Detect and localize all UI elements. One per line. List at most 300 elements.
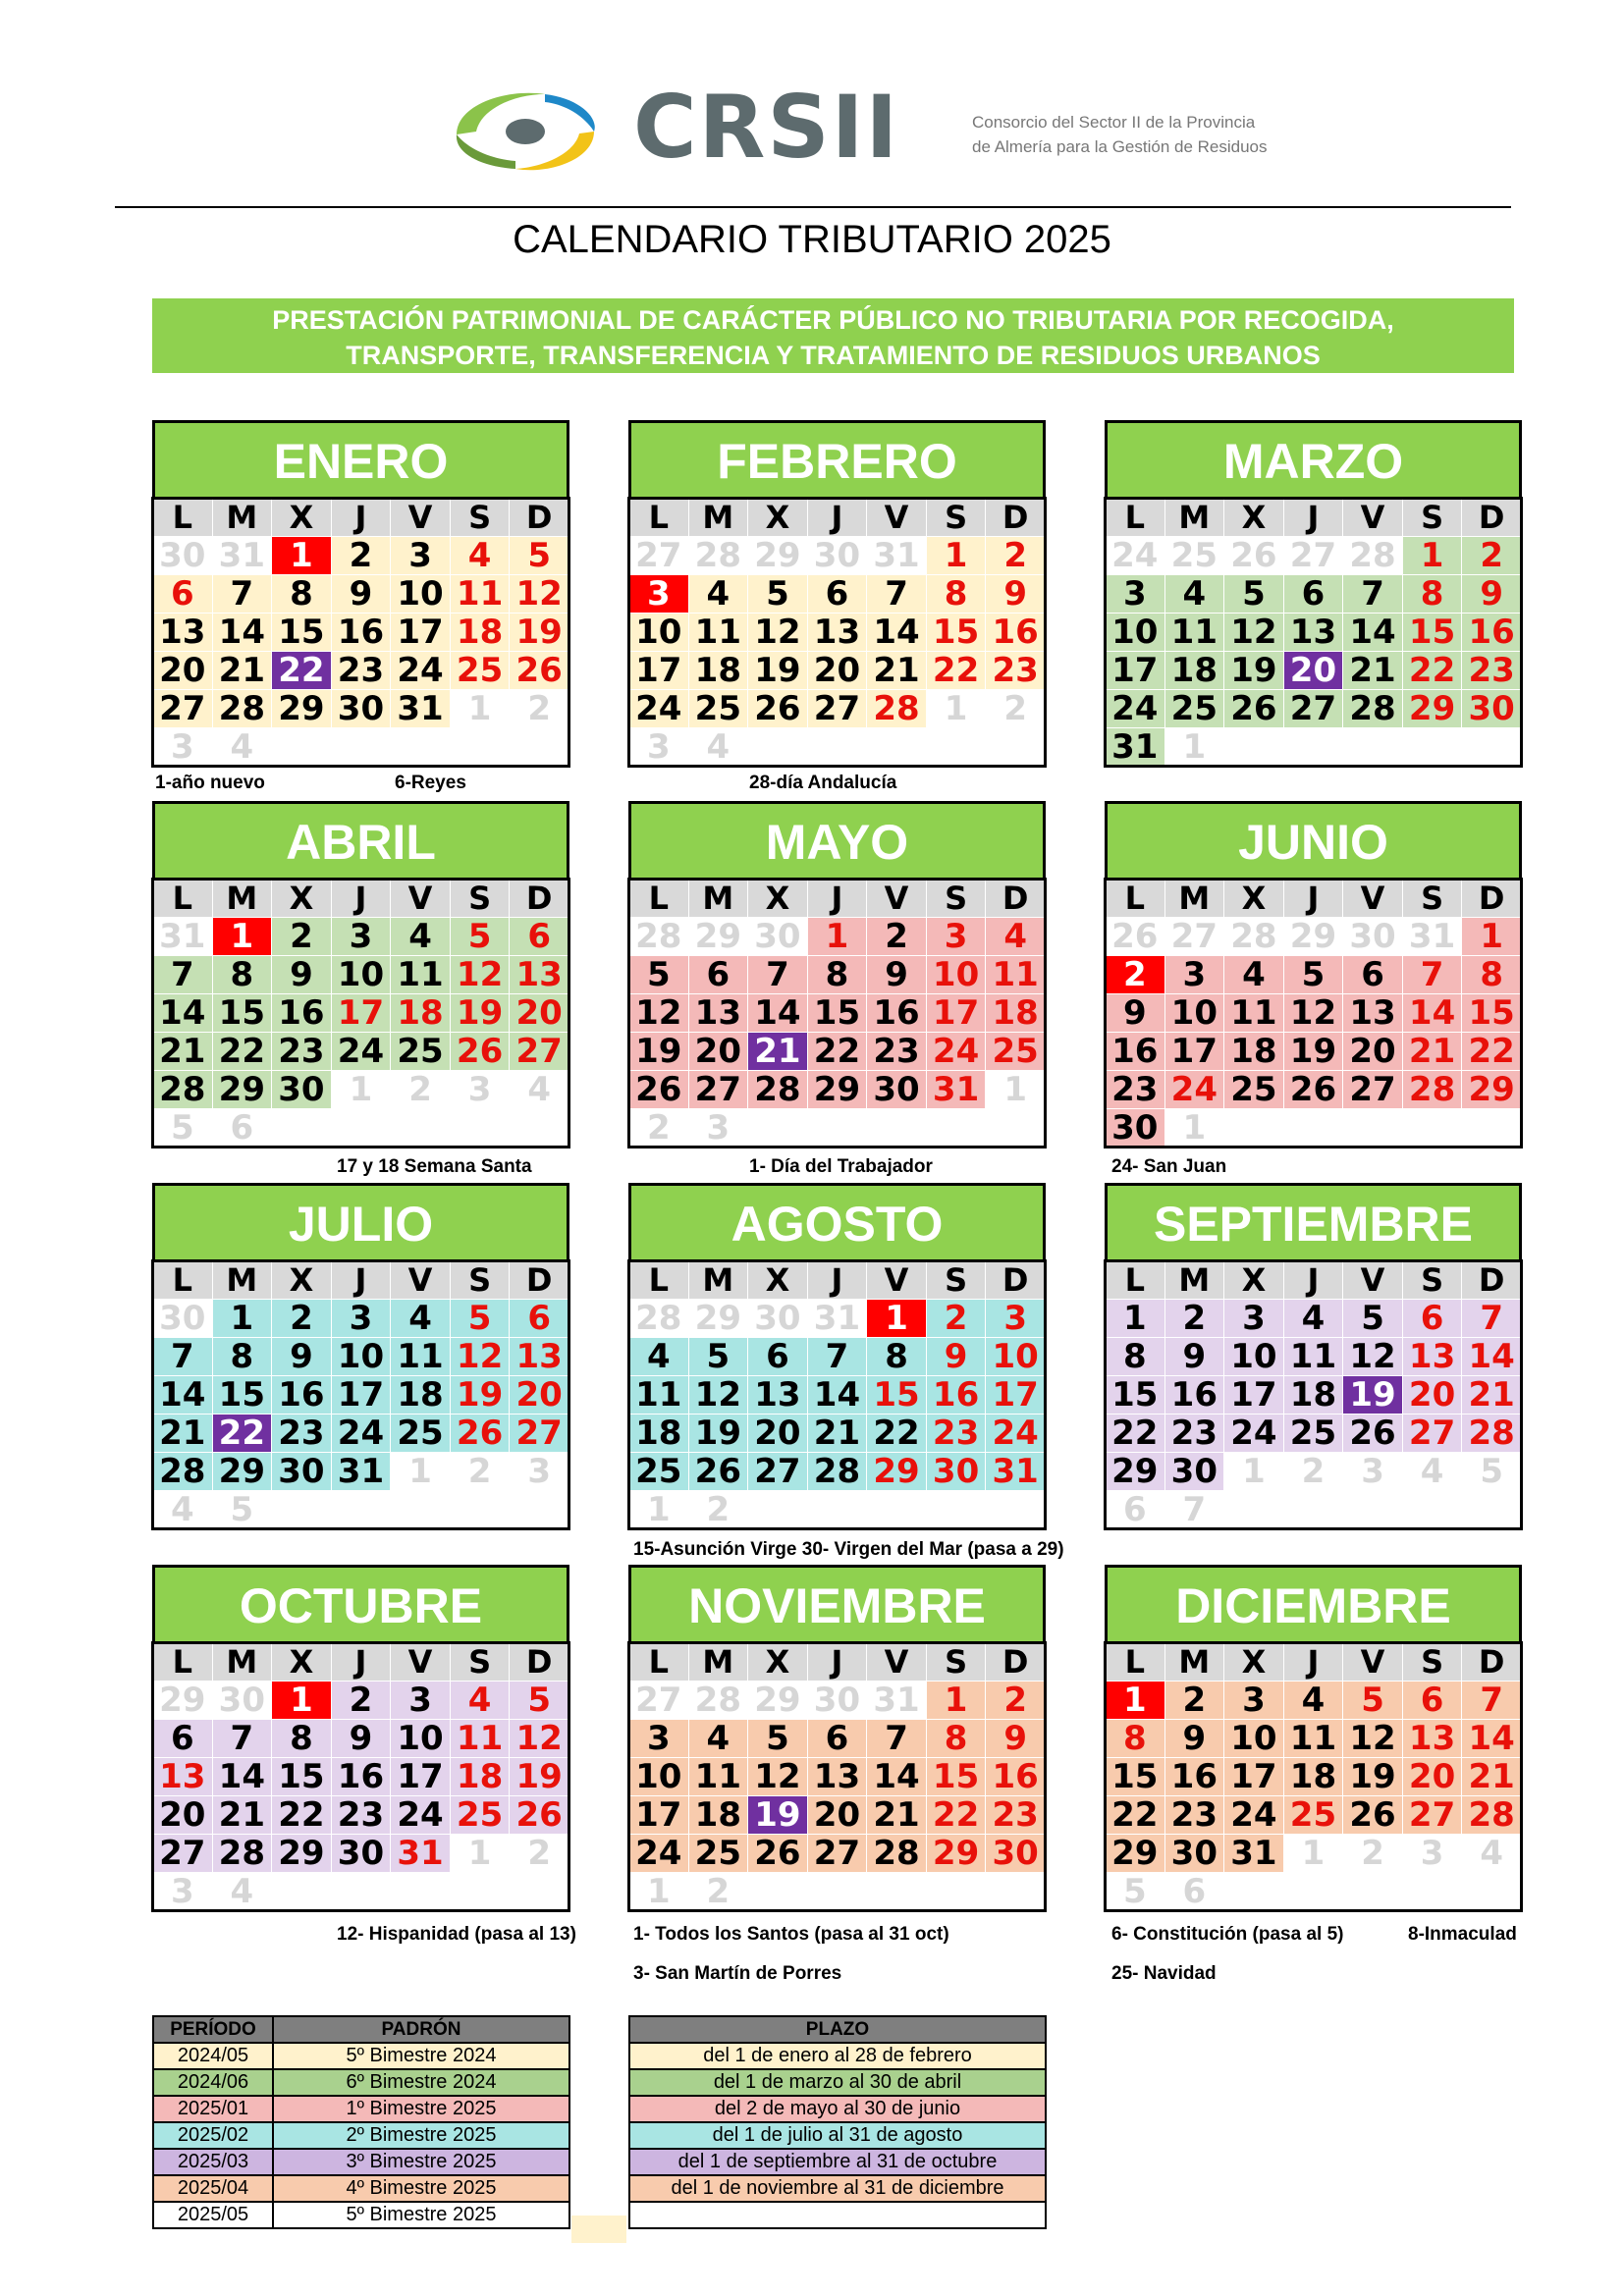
day-cell-outside <box>1402 1491 1462 1529</box>
weekday-header: D <box>510 1643 569 1682</box>
day-cell: 12 <box>510 575 569 614</box>
day-cell: 8 <box>867 1338 927 1376</box>
weekday-header: X <box>748 1643 808 1682</box>
day-cell-outside: 30 <box>153 1300 213 1338</box>
day-cell: 19 <box>450 1376 510 1415</box>
day-cell: 16 <box>272 1376 332 1415</box>
day-cell: 7 <box>1402 956 1462 994</box>
month-title: ABRIL <box>152 801 569 879</box>
day-cell: 14 <box>807 1376 867 1415</box>
weekday-header: S <box>926 1643 986 1682</box>
month-title: MAYO <box>628 801 1046 879</box>
periodo-cell: 2025/01 <box>153 2096 273 2122</box>
day-cell: 22 <box>1106 1796 1165 1835</box>
day-cell: 5 <box>510 1682 569 1720</box>
day-cell-outside <box>748 1109 808 1148</box>
plazo-cell: del 1 de septiembre al 31 de octubre <box>629 2149 1046 2175</box>
day-cell-outside: 7 <box>1164 1491 1224 1529</box>
day-cell: 21 <box>867 1796 927 1835</box>
day-cell: 2 <box>331 1682 391 1720</box>
month-table <box>628 498 1046 767</box>
weekday-header: M <box>688 880 748 918</box>
day-cell: 2 <box>1164 1682 1224 1720</box>
month-title: DICIEMBRE <box>1105 1565 1522 1642</box>
weekday-header: X <box>1224 880 1284 918</box>
weekday-header: D <box>986 499 1046 537</box>
weekday-header: L <box>153 499 213 537</box>
day-cell: 23 <box>1462 652 1522 690</box>
weekday-header: D <box>986 1261 1046 1300</box>
holiday-note: 6-Reyes <box>395 773 466 793</box>
day-cell: 21 <box>1402 1033 1462 1071</box>
day-cell: 27 <box>510 1033 569 1071</box>
day-cell: 1 <box>926 1682 986 1720</box>
month-table <box>1105 879 1522 1148</box>
day-cell: 16 <box>986 614 1046 652</box>
day-cell: 12 <box>748 1758 808 1796</box>
month-septiembre <box>1105 1183 1522 1529</box>
day-cell-outside <box>1343 1109 1403 1148</box>
day-cell: 15 <box>1106 1376 1165 1415</box>
day-cell-outside <box>986 1491 1046 1529</box>
day-cell: 13 <box>688 994 748 1033</box>
weekday-header: D <box>1462 880 1522 918</box>
day-cell-outside: 31 <box>867 1682 927 1720</box>
day-cell: 7 <box>212 575 272 614</box>
day-cell: 9 <box>1462 575 1522 614</box>
day-cell: 22 <box>212 1415 272 1453</box>
weekday-header: D <box>1462 1261 1522 1300</box>
day-cell: 14 <box>867 1758 927 1796</box>
weekday-header: J <box>331 1261 391 1300</box>
day-cell: 15 <box>272 1758 332 1796</box>
day-cell: 19 <box>510 614 569 652</box>
day-cell-outside: 1 <box>1164 1109 1224 1148</box>
day-cell: 6 <box>1343 956 1403 994</box>
day-cell-outside <box>1283 1109 1343 1148</box>
day-cell: 4 <box>450 1682 510 1720</box>
day-cell: 13 <box>807 614 867 652</box>
header-divider <box>115 206 1511 208</box>
day-cell-outside <box>748 1873 808 1911</box>
month-febrero <box>628 420 1046 767</box>
day-cell: 29 <box>1462 1071 1522 1109</box>
day-cell: 25 <box>391 1033 451 1071</box>
holiday-note: 8-Inmaculad <box>1408 1924 1517 1945</box>
month-title: NOVIEMBRE <box>628 1565 1046 1642</box>
day-cell: 7 <box>807 1338 867 1376</box>
weekday-header: J <box>807 1261 867 1300</box>
weekday-header: V <box>391 1643 451 1682</box>
weekday-header: X <box>1224 1643 1284 1682</box>
day-cell: 3 <box>1224 1682 1284 1720</box>
day-cell: 2 <box>1462 537 1522 575</box>
day-cell-outside <box>1283 1873 1343 1911</box>
day-cell: 19 <box>748 1796 808 1835</box>
day-cell-outside: 5 <box>1462 1453 1522 1491</box>
month-diciembre <box>1105 1565 1522 1911</box>
day-cell-outside: 1 <box>1224 1453 1284 1491</box>
day-cell: 13 <box>1343 994 1403 1033</box>
month-table <box>152 1260 569 1529</box>
day-cell-outside <box>1224 728 1284 767</box>
day-cell-outside: 31 <box>1402 918 1462 956</box>
month-table <box>152 1642 569 1911</box>
day-cell-outside <box>331 1491 391 1529</box>
day-cell: 26 <box>748 690 808 728</box>
weekday-header: L <box>1106 499 1165 537</box>
table-row <box>629 2069 1046 2096</box>
day-cell-outside: 4 <box>1462 1835 1522 1873</box>
weekday-header: S <box>450 880 510 918</box>
day-cell: 18 <box>629 1415 689 1453</box>
day-cell: 13 <box>748 1376 808 1415</box>
day-cell: 23 <box>272 1033 332 1071</box>
day-cell: 26 <box>450 1033 510 1071</box>
day-cell: 8 <box>926 1720 986 1758</box>
day-cell: 6 <box>807 1720 867 1758</box>
day-cell: 27 <box>510 1415 569 1453</box>
weekday-header: D <box>510 1261 569 1300</box>
weekday-header: L <box>629 1261 689 1300</box>
weekday-header: M <box>1164 499 1224 537</box>
day-cell-outside <box>450 728 510 767</box>
day-cell: 4 <box>688 575 748 614</box>
day-cell: 20 <box>510 1376 569 1415</box>
day-cell: 19 <box>1343 1376 1403 1415</box>
day-cell: 25 <box>1224 1071 1284 1109</box>
day-cell: 7 <box>1462 1682 1522 1720</box>
day-cell-outside <box>1402 728 1462 767</box>
day-cell-outside <box>986 728 1046 767</box>
day-cell-outside: 2 <box>510 1835 569 1873</box>
holiday-note: 28-día Andalucía <box>749 773 897 793</box>
day-cell: 22 <box>926 1796 986 1835</box>
holiday-note: 15-Asunción Virge 30- Virgen del Mar (pasa a 29) <box>633 1539 1064 1560</box>
day-cell: 23 <box>272 1415 332 1453</box>
day-cell-outside <box>986 1109 1046 1148</box>
day-cell: 24 <box>1224 1415 1284 1453</box>
day-cell: 16 <box>272 994 332 1033</box>
month-abril <box>152 801 569 1148</box>
day-cell: 27 <box>1402 1415 1462 1453</box>
day-cell: 15 <box>867 1376 927 1415</box>
weekday-header: V <box>391 880 451 918</box>
day-cell-outside: 2 <box>688 1491 748 1529</box>
table-row <box>629 2149 1046 2175</box>
weekday-header: S <box>1402 1261 1462 1300</box>
day-cell: 25 <box>450 1796 510 1835</box>
day-cell: 15 <box>1106 1758 1165 1796</box>
table-row <box>629 2043 1046 2069</box>
day-cell: 31 <box>331 1453 391 1491</box>
day-cell: 23 <box>331 1796 391 1835</box>
day-cell: 1 <box>272 537 332 575</box>
day-cell: 30 <box>331 1835 391 1873</box>
weekday-header: S <box>926 1261 986 1300</box>
table-row <box>629 2202 1046 2228</box>
day-cell: 11 <box>1283 1720 1343 1758</box>
day-cell-outside: 3 <box>1343 1453 1403 1491</box>
weekday-header: X <box>272 1643 332 1682</box>
weekday-header: M <box>688 499 748 537</box>
day-cell-outside <box>1343 1491 1403 1529</box>
day-cell: 28 <box>212 690 272 728</box>
day-cell: 18 <box>391 994 451 1033</box>
weekday-header: V <box>391 499 451 537</box>
weekday-header: S <box>1402 880 1462 918</box>
day-cell: 7 <box>212 1720 272 1758</box>
day-cell: 11 <box>1164 614 1224 652</box>
padron-cell: 5º Bimestre 2025 <box>273 2202 569 2228</box>
day-cell: 9 <box>1164 1338 1224 1376</box>
day-cell: 21 <box>153 1033 213 1071</box>
day-cell: 7 <box>867 1720 927 1758</box>
day-cell: 26 <box>1283 1071 1343 1109</box>
month-title: MARZO <box>1105 420 1522 498</box>
day-cell: 22 <box>272 1796 332 1835</box>
day-cell: 18 <box>688 652 748 690</box>
month-marzo <box>1105 420 1522 767</box>
day-cell: 28 <box>867 1835 927 1873</box>
day-cell: 8 <box>1402 575 1462 614</box>
day-cell: 14 <box>1402 994 1462 1033</box>
day-cell: 4 <box>688 1720 748 1758</box>
weekday-header: V <box>867 499 927 537</box>
holiday-note: 12- Hispanidad (pasa al 13) <box>337 1924 576 1945</box>
day-cell: 26 <box>450 1415 510 1453</box>
day-cell: 18 <box>986 994 1046 1033</box>
day-cell-outside: 2 <box>391 1071 451 1109</box>
day-cell: 29 <box>1402 690 1462 728</box>
weekday-header: X <box>1224 499 1284 537</box>
day-cell: 22 <box>212 1033 272 1071</box>
day-cell: 5 <box>748 1720 808 1758</box>
day-cell: 23 <box>1164 1796 1224 1835</box>
day-cell: 10 <box>1224 1338 1284 1376</box>
day-cell-outside: 2 <box>510 690 569 728</box>
day-cell-outside <box>807 728 867 767</box>
day-cell: 18 <box>688 1796 748 1835</box>
day-cell: 9 <box>272 1338 332 1376</box>
day-cell-outside: 4 <box>688 728 748 767</box>
day-cell: 29 <box>272 690 332 728</box>
day-cell: 16 <box>926 1376 986 1415</box>
day-cell: 29 <box>272 1835 332 1873</box>
day-cell: 17 <box>926 994 986 1033</box>
day-cell: 1 <box>212 1300 272 1338</box>
day-cell-outside: 3 <box>450 1071 510 1109</box>
day-cell: 4 <box>629 1338 689 1376</box>
day-cell: 19 <box>1343 1758 1403 1796</box>
day-cell: 16 <box>331 614 391 652</box>
day-cell: 1 <box>867 1300 927 1338</box>
day-cell: 12 <box>450 1338 510 1376</box>
day-cell-outside: 1 <box>331 1071 391 1109</box>
day-cell-outside <box>450 1873 510 1911</box>
day-cell: 20 <box>748 1415 808 1453</box>
day-cell: 8 <box>1106 1338 1165 1376</box>
weekday-header: X <box>272 499 332 537</box>
day-cell: 23 <box>867 1033 927 1071</box>
month-title: JUNIO <box>1105 801 1522 879</box>
day-cell: 25 <box>1283 1796 1343 1835</box>
day-cell: 26 <box>1224 690 1284 728</box>
weekday-header: V <box>1343 1261 1403 1300</box>
day-cell: 15 <box>272 614 332 652</box>
month-table <box>1105 1260 1522 1529</box>
day-cell: 10 <box>331 956 391 994</box>
day-cell: 10 <box>629 614 689 652</box>
day-cell: 24 <box>391 652 451 690</box>
day-cell: 6 <box>1402 1300 1462 1338</box>
day-cell-outside: 1 <box>629 1491 689 1529</box>
day-cell-outside: 28 <box>1224 918 1284 956</box>
day-cell: 10 <box>331 1338 391 1376</box>
day-cell: 4 <box>450 537 510 575</box>
day-cell-outside: 2 <box>629 1109 689 1148</box>
day-cell: 12 <box>1224 614 1284 652</box>
month-julio <box>152 1183 569 1529</box>
day-cell: 2 <box>1106 956 1165 994</box>
day-cell-outside <box>926 1109 986 1148</box>
table-row <box>629 2122 1046 2149</box>
weekday-header: D <box>510 880 569 918</box>
day-cell: 26 <box>510 652 569 690</box>
weekday-header: M <box>1164 1261 1224 1300</box>
day-cell: 5 <box>450 1300 510 1338</box>
weekday-header: V <box>1343 499 1403 537</box>
day-cell-outside: 31 <box>807 1300 867 1338</box>
day-cell-outside <box>510 728 569 767</box>
day-cell: 29 <box>867 1453 927 1491</box>
day-cell-outside <box>926 1873 986 1911</box>
day-cell: 23 <box>926 1415 986 1453</box>
day-cell: 1 <box>1106 1682 1165 1720</box>
day-cell: 27 <box>1402 1796 1462 1835</box>
month-title: FEBRERO <box>628 420 1046 498</box>
day-cell-outside <box>331 1873 391 1911</box>
day-cell: 10 <box>926 956 986 994</box>
weekday-header: S <box>926 880 986 918</box>
day-cell-outside: 6 <box>1164 1873 1224 1911</box>
day-cell: 15 <box>1402 614 1462 652</box>
day-cell: 7 <box>867 575 927 614</box>
day-cell: 8 <box>272 1720 332 1758</box>
day-cell-outside: 28 <box>629 1300 689 1338</box>
day-cell: 9 <box>986 575 1046 614</box>
column-header: PADRÓN <box>273 2016 569 2043</box>
weekday-header: M <box>688 1261 748 1300</box>
weekday-header: S <box>450 1643 510 1682</box>
day-cell: 22 <box>272 652 332 690</box>
month-noviembre <box>628 1565 1046 1911</box>
day-cell-outside: 30 <box>153 537 213 575</box>
day-cell: 31 <box>391 1835 451 1873</box>
day-cell-outside <box>1402 1109 1462 1148</box>
day-cell: 1 <box>807 918 867 956</box>
day-cell: 27 <box>748 1453 808 1491</box>
day-cell: 5 <box>748 575 808 614</box>
day-cell-outside: 29 <box>1283 918 1343 956</box>
day-cell: 19 <box>629 1033 689 1071</box>
day-cell: 20 <box>1343 1033 1403 1071</box>
day-cell: 17 <box>1224 1376 1284 1415</box>
table-row <box>153 2096 569 2122</box>
day-cell: 22 <box>926 652 986 690</box>
day-cell-outside: 1 <box>450 1835 510 1873</box>
day-cell: 5 <box>450 918 510 956</box>
day-cell: 12 <box>1343 1338 1403 1376</box>
day-cell: 16 <box>1106 1033 1165 1071</box>
day-cell: 31 <box>1106 728 1165 767</box>
day-cell-outside: 4 <box>153 1491 213 1529</box>
day-cell: 30 <box>1462 690 1522 728</box>
day-cell: 22 <box>867 1415 927 1453</box>
day-cell: 28 <box>748 1071 808 1109</box>
day-cell: 6 <box>688 956 748 994</box>
day-cell: 4 <box>391 918 451 956</box>
day-cell-outside <box>510 1491 569 1529</box>
weekday-header: J <box>807 880 867 918</box>
day-cell: 25 <box>688 1835 748 1873</box>
day-cell-outside: 1 <box>986 1071 1046 1109</box>
padron-cell: 1º Bimestre 2025 <box>273 2096 569 2122</box>
subject-banner <box>152 298 1514 373</box>
weekday-header: J <box>807 499 867 537</box>
day-cell: 11 <box>986 956 1046 994</box>
day-cell: 8 <box>807 956 867 994</box>
day-cell: 2 <box>867 918 927 956</box>
day-cell: 27 <box>688 1071 748 1109</box>
day-cell: 21 <box>212 652 272 690</box>
periods-table <box>152 2015 570 2229</box>
day-cell-outside: 27 <box>1164 918 1224 956</box>
month-title: SEPTIEMBRE <box>1105 1183 1522 1260</box>
weekday-header: L <box>1106 1643 1165 1682</box>
month-title: AGOSTO <box>628 1183 1046 1260</box>
day-cell: 14 <box>1462 1338 1522 1376</box>
weekday-header: L <box>629 1643 689 1682</box>
day-cell: 25 <box>629 1453 689 1491</box>
day-cell: 13 <box>1402 1720 1462 1758</box>
weekday-header: J <box>331 880 391 918</box>
day-cell-outside <box>1283 728 1343 767</box>
day-cell-outside <box>272 1873 332 1911</box>
day-cell: 19 <box>1224 652 1284 690</box>
day-cell: 13 <box>1402 1338 1462 1376</box>
plazo-cell: del 1 de julio al 31 de agosto <box>629 2122 1046 2149</box>
month-octubre <box>152 1565 569 1911</box>
day-cell: 24 <box>1164 1071 1224 1109</box>
day-cell-outside: 29 <box>688 918 748 956</box>
day-cell-outside: 1 <box>1164 728 1224 767</box>
day-cell: 2 <box>986 1682 1046 1720</box>
weekday-header: V <box>391 1261 451 1300</box>
weekday-header: M <box>212 1643 272 1682</box>
logo-mark-icon <box>447 80 604 179</box>
column-header: PLAZO <box>629 2016 1046 2043</box>
day-cell-outside <box>391 1491 451 1529</box>
day-cell: 3 <box>1224 1300 1284 1338</box>
page-title: CALENDARIO TRIBUTARIO 2025 <box>513 218 1111 261</box>
day-cell-outside: 3 <box>153 728 213 767</box>
day-cell-outside: 28 <box>688 537 748 575</box>
day-cell: 28 <box>1343 690 1403 728</box>
day-cell: 2 <box>1164 1300 1224 1338</box>
day-cell: 20 <box>1402 1758 1462 1796</box>
day-cell: 21 <box>1462 1758 1522 1796</box>
